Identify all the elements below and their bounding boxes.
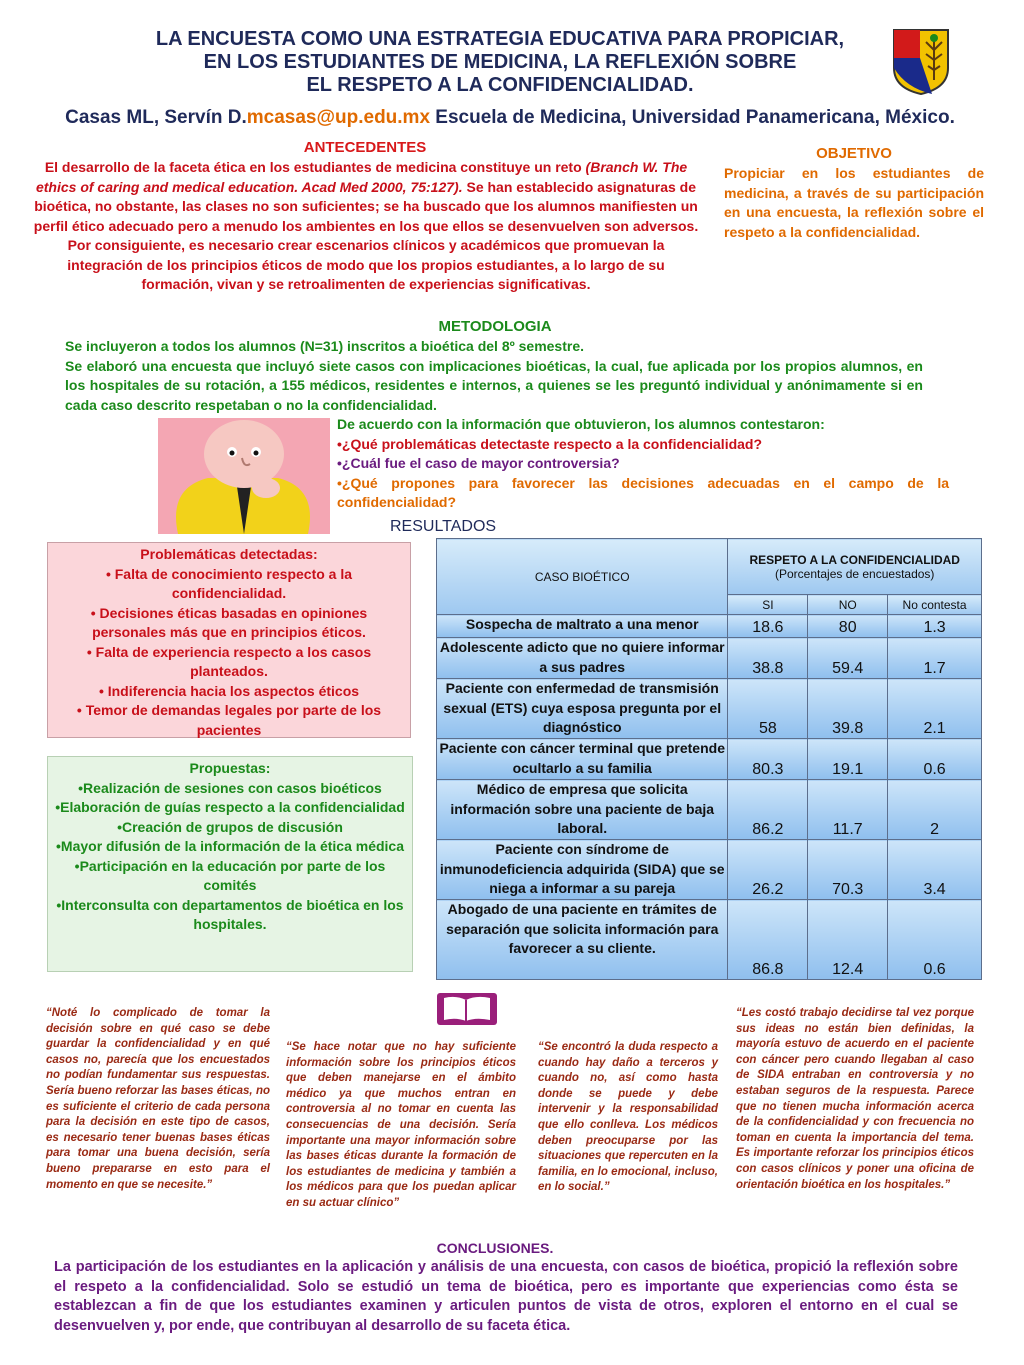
table-row: [437, 615, 982, 638]
no-cell: 19.1: [808, 739, 888, 780]
author-affiliation: Escuela de Medicina, Universidad Panamericana, México.: [430, 107, 955, 128]
si-cell: 86.2: [728, 780, 808, 840]
nc-cell: 1.7: [888, 638, 982, 679]
resultados-heading: RESULTADOS: [390, 518, 497, 535]
question-2: •¿Cuál fue el caso de mayor controversia?: [337, 455, 620, 471]
propuesta-item: •Mayor difusión de la información de la ética médica: [56, 838, 404, 854]
si-cell: 38.8: [728, 638, 808, 679]
si-cell: 58: [728, 679, 808, 739]
case-cell: Adolescente adicto que no quiere informar a sus padres: [437, 638, 728, 679]
objetivo-text: Propiciar en los estudiantes de medicina, a través de su participación en una encuesta, la reflexión sobre el respeto a la confidencialidad.: [724, 165, 984, 240]
antecedentes-text: [30, 158, 702, 295]
antecedentes-text-a: El desarrollo de la faceta ética en los estudiantes de medicina constituye un reto: [44, 159, 586, 175]
problematicas-box: [47, 542, 411, 738]
objetivo-heading: OBJETIVO: [816, 145, 892, 162]
conclusiones-heading: CONCLUSIONES.: [436, 1240, 554, 1256]
case-cell: Médico de empresa que solicita información sobre una paciente de baja laboral.: [437, 780, 728, 840]
no-cell: 70.3: [808, 840, 888, 900]
authors-line: [30, 107, 990, 129]
title-line-1: LA ENCUESTA COMO UNA ESTRATEGIA EDUCATIVA PARA PROPICIAR,: [155, 28, 845, 50]
col-header-case: CASO BIOÉTICO: [437, 539, 728, 615]
problematicas-heading: Problemáticas detectadas:: [140, 546, 318, 562]
propuesta-item: •Interconsulta con departamentos de bioética en los hospitales.: [56, 896, 404, 932]
si-cell: 18.6: [728, 615, 808, 638]
col-header-group: [728, 539, 982, 595]
table-row: [437, 739, 982, 780]
question-1: •¿Qué problemáticas detectaste respecto a la confidencialidad?: [337, 435, 763, 452]
student-quote: “Se hace notar que no hay suficiente información sobre los principios éticos que deben manejarse en el ámbito médico ya que muchos entran en controversia al no tomar en cuenta las consecuencias de una decisión. Sería importante una mayor información sobre las bases éticas durante la formación de los estudiantes de medicina y también a los médicos para que los puedan aplicar en su actuar clínico”: [286, 1041, 516, 1209]
metodologia-p2: Se elaboró una encuesta que incluyó siete casos con implicaciones bioéticas, la cual, fue aplicada por los propios alumnos, en los hospitales de su rotación, a 155 médicos, residentes e internos, a quienes se les preguntó individual y anónimamente si en cada caso descrito respetaban o no la confidencialidad.: [65, 357, 923, 413]
metodologia-p1: Se incluyeron a todos los alumnos (N=31) inscritos a bioética del 8º semestre.: [65, 338, 585, 354]
table-row: [437, 679, 982, 739]
no-cell: 12.4: [808, 900, 888, 980]
nc-cell: 2.1: [888, 679, 982, 739]
no-cell: 59.4: [808, 638, 888, 679]
antecedentes-heading: ANTECEDENTES: [303, 139, 427, 156]
problematica-item: • Indiferencia hacia los aspectos éticos: [98, 682, 360, 699]
table-row: [437, 780, 982, 840]
propuesta-item: •Creación de grupos de discusión: [117, 818, 343, 835]
case-cell: Sospecha de maltrato a una menor: [437, 615, 728, 638]
title-line-3: EL RESPETO A LA CONFIDENCIALIDAD.: [306, 74, 694, 96]
case-cell: Abogado de una paciente en trámites de separación que solicita información para favorecer a su cliente.: [437, 900, 728, 980]
title-line-2: EN LOS ESTUDIANTES DE MEDICINA, LA REFLEXIÓN SOBRE: [203, 51, 797, 73]
problematica-item: • Falta de conocimiento respecto a la confidencialidad.: [105, 565, 353, 601]
propuesta-item: •Realización de sesiones con casos bioéticos: [78, 779, 382, 796]
col-group-title: RESPETO A LA CONFIDENCIALIDAD: [749, 552, 960, 567]
propuestas-heading: Propuestas:: [189, 760, 271, 776]
propuesta-item: •Elaboración de guías respecto a la confidencialidad: [55, 799, 405, 815]
thinking-person-illustration: [158, 418, 330, 534]
si-cell: 86.8: [728, 900, 808, 980]
col-header-si: SI: [728, 595, 808, 615]
table-row: [437, 638, 982, 679]
propuesta-item: •Participación en la educación por parte de los comités: [74, 857, 386, 893]
nc-cell: 3.4: [888, 840, 982, 900]
question-3: •¿Qué propones para favorecer las decisiones adecuadas en el campo de la confidencialidad?: [337, 474, 949, 510]
author-names: Casas ML, Servín D.: [65, 107, 247, 128]
student-quote: “Les costó trabajo decidirse tal vez porque sus ideas no están bien definidas, la mayoría estuvo de acuerdo en el paciente con cáncer pero cuando llegaban al caso de SIDA entraban en controversia y no estaban seguros de la respuesta. Parece que no tienen mucha información acerca de la confidencialidad y con frecuencia no toman en cuenta la importancia del tema. Es importante reforzar los principios éticos con casos clínicos y poner una oficina de orientación bioética en los hospitales.”: [736, 1007, 974, 1191]
student-quote: “Se encontró la duda respecto a cuando hay daño a terceros y cuando no, así como hasta donde se puede y debe intervenir y la responsabilidad que ello conlleva. Los médicos deben preocuparse por las situaciones que repercuten en la familia, en lo emocional, incluso, en lo social.”: [538, 1041, 718, 1194]
no-cell: 39.8: [808, 679, 888, 739]
metodologia-heading: METODOLOGIA: [438, 318, 552, 335]
col-header-nc: No contesta: [888, 595, 982, 615]
table-row: [437, 900, 982, 980]
case-cell: Paciente con cáncer terminal que pretende ocultarlo a su familia: [437, 739, 728, 780]
author-email[interactable]: mcasas@up.edu.mx: [246, 107, 431, 128]
poster-title: [60, 28, 940, 97]
antecedentes-text-b: Se han establecido asignaturas de bioética, no obstante, las clases no son suficientes; se ha buscado que los alumnos manifiesten un perfil ético adecuado pero a menudo los ambientes en los que ellos se desenvuelven son adversos. Por consiguiente, es necesario crear escenarios clínicos y académicos que promuevan la integración de los principios éticos de modo que los propios estudiantes, a lo largo de su formación, vivan y se retroalimenten de experiencias significativas.: [33, 178, 699, 292]
conclusiones-text: La participación de los estudiantes en la aplicación y análisis de una encuesta, con casos de bioética, propició la reflexión sobre el respeto a la confidencialidad. Solo se estudió un tema de bioética, pero es importante que experiencias como ésta se establezcan a fin de que los estudiantes examinen y articulen puntos de vista de otros, exploren el entorno en el cual se desenvuelven y, por ende, que contribuyan al desarrollo de su faceta ética.: [54, 1259, 958, 1334]
propuestas-box: [47, 756, 413, 972]
book-icon: [436, 992, 498, 1026]
si-cell: 80.3: [728, 739, 808, 780]
questions-block: [337, 415, 949, 513]
results-table: [436, 538, 982, 980]
university-crest-icon: [892, 28, 950, 96]
metodologia-text: [65, 337, 923, 415]
questions-intro: De acuerdo con la información que obtuvieron, los alumnos contestaron:: [337, 416, 825, 432]
si-cell: 26.2: [728, 840, 808, 900]
problematica-item: • Falta de experiencia respecto a los casos planteados.: [86, 643, 372, 679]
nc-cell: 0.6: [888, 900, 982, 980]
nc-cell: 2: [888, 780, 982, 840]
student-quote: “Noté lo complicado de tomar la decisión sobre en qué caso se debe guardar la confidencialidad y en qué casos no, parecía que los encuestados no podían fundamentar sus respuestas. Sería bueno reforzar las bases éticas, no es suficiente el criterio de cada persona para la decisión en este tipo de casos, es necesario tener buenas bases éticas para tomar una buena decisión, sería bueno prepararse en esto para el momento en que se necesite.”: [46, 1007, 270, 1191]
case-cell: Paciente con enfermedad de transmisión sexual (ETS) cuya esposa pregunta por el diagnóstico: [437, 679, 728, 739]
no-cell: 80: [808, 615, 888, 638]
problematica-item: • Temor de demandas legales por parte de los pacientes: [76, 702, 382, 738]
nc-cell: 0.6: [888, 739, 982, 780]
col-header-no: NO: [808, 595, 888, 615]
table-row: [437, 840, 982, 900]
problematica-item: • Decisiones éticas basadas en opiniones personales más que en principios éticos.: [90, 604, 368, 640]
col-group-subtitle: (Porcentajes de encuestados): [775, 566, 935, 581]
no-cell: 11.7: [808, 780, 888, 840]
case-cell: Paciente con síndrome de inmunodeficiencia adquirida (SIDA) que se niega a informar a su pareja: [437, 840, 728, 900]
antecedentes-citation: (Branch W. The ethics of caring and medical education. Acad Med 2000, 75:127).: [35, 159, 688, 195]
nc-cell: 1.3: [888, 615, 982, 638]
